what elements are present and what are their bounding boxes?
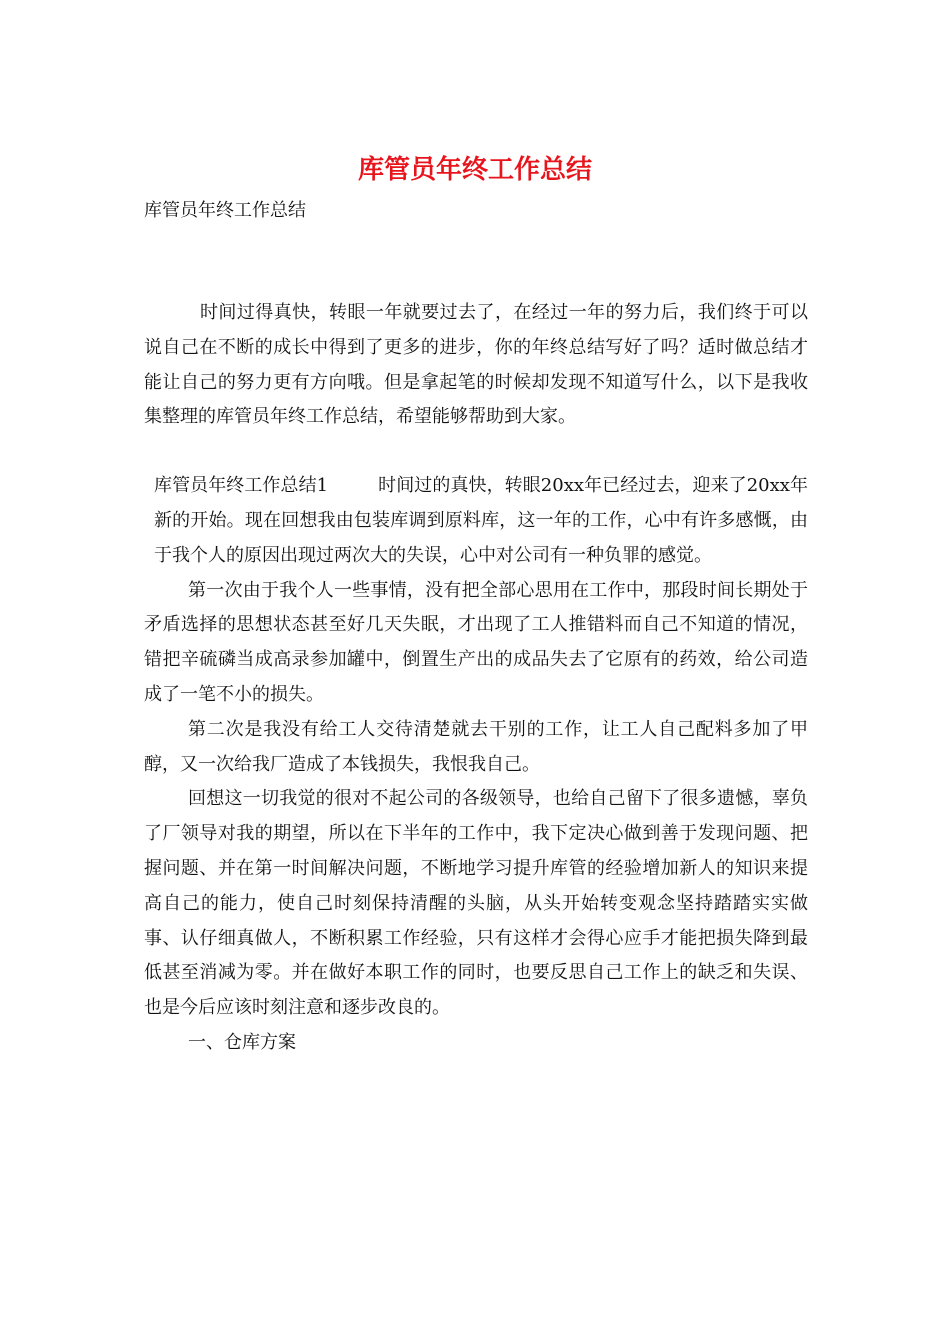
document-title: 库管员年终工作总结 bbox=[357, 155, 592, 185]
section-1-paragraph bbox=[144, 469, 808, 573]
document-body bbox=[144, 296, 808, 1061]
section-1-text: 时间过的真快，转眼20xx年已经过去，迎来了20xx年新的开始。现在回想我由包装库调到原料库，这一年的工作，心中有许多感慨，由于我个人的原因出现过两次大的失误，心中对公司有一种负罪的感觉。 bbox=[154, 475, 808, 566]
body-paragraph: 第一次由于我个人一些事情，没有把全部心思用在工作中，那段时间长期处于矛盾选择的思想状态甚至好几天失眠，才出现了工人推错料而自己不知道的情况，错把辛硫磷当成高录参加罐中，倒置生产出的成品失去了它原有的药效，给公司造成了一笔不小的损失。 bbox=[144, 579, 808, 705]
body-paragraph: 第二次是我没有给工人交待清楚就去干别的工作，让工人自己配料多加了甲醇，又一次给我厂造成了本钱损失，我恨我自己。 bbox=[144, 718, 808, 775]
section-heading-warehouse-plan: 一、仓库方案 bbox=[188, 1031, 296, 1053]
document-subtitle: 库管员年终工作总结 bbox=[144, 200, 306, 221]
paragraph-gap bbox=[144, 435, 808, 469]
intro-paragraph: 时间过得真快，转眼一年就要过去了，在经过一年的努力后，我们终于可以说自己在不断的成长中得到了更多的进步，你的年终总结写好了吗？适时做总结才能让自己的努力更有方向哦。但是拿起笔的时候却发现不知道写什么，以下是我收集整理的库管员年终工作总结，希望能够帮助到大家。 bbox=[144, 302, 808, 428]
body-paragraph: 回想这一切我觉的很对不起公司的各级领导，也给自己留下了很多遗憾，辜负了厂领导对我的期望，所以在下半年的工作中，我下定决心做到善于发现问题、把握问题、并在第一时间解决问题，不断地学习提升库管的经验增加新人的知识来提高自己的能力，使自己时刻保持清醒的头脑，从头开始转变观念坚持踏踏实实做事、认仔细真做人，不断积累工作经验，只有这样才会得心应手才能把损失降到最低甚至消减为零。并在做好本职工作的同时，也要反思自己工作上的缺乏和失误、也是今后应该时刻注意和逐步改良的。 bbox=[144, 788, 808, 1019]
section-1-heading: 库管员年终工作总结1 bbox=[154, 475, 329, 497]
